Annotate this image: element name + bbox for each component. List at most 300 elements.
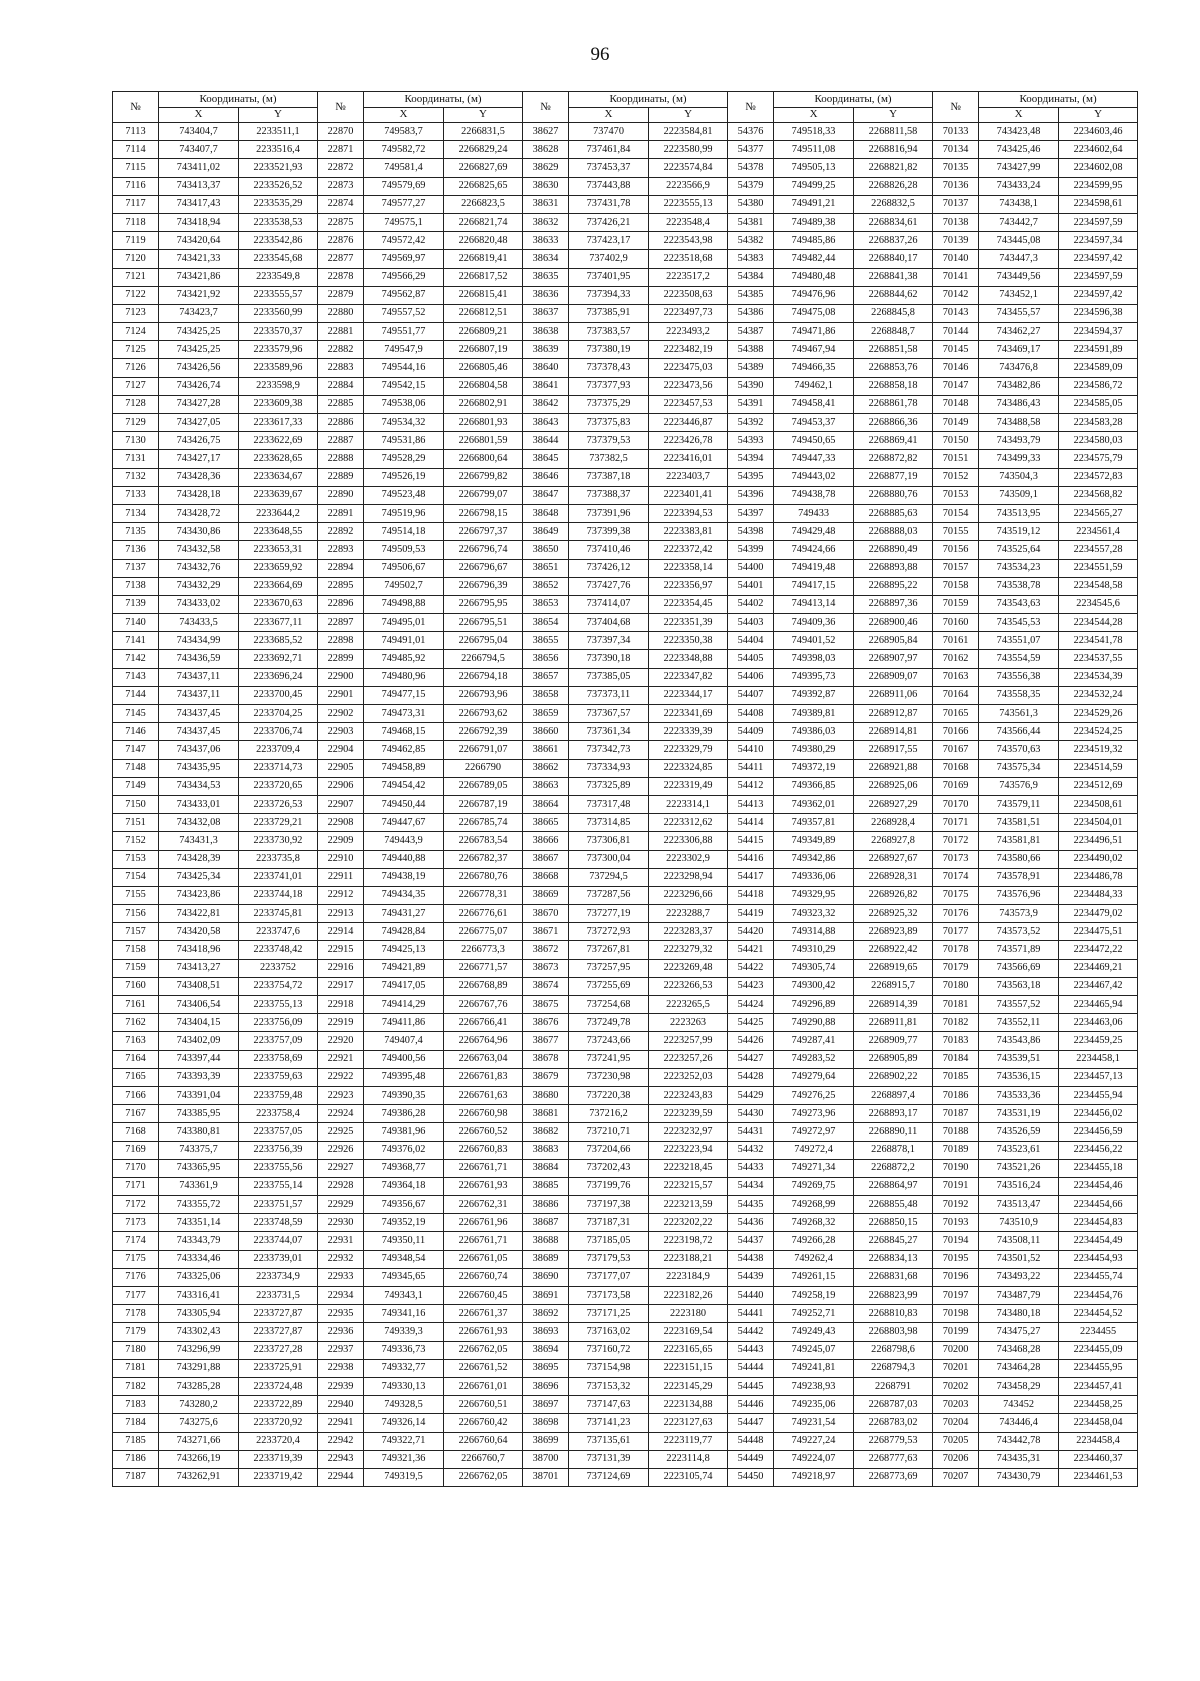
y-coordinate-cell: 2233727,87	[239, 1323, 318, 1341]
y-coordinate-cell: 2233535,29	[239, 195, 318, 213]
point-number-cell: 22871	[318, 141, 364, 159]
y-coordinate-cell: 2266760,74	[444, 1268, 523, 1286]
y-coordinate-cell: 2266820,48	[444, 232, 523, 250]
y-coordinate-cell: 2234565,27	[1059, 504, 1138, 522]
y-coordinate-cell: 2223394,53	[649, 504, 728, 522]
x-coordinate-cell: 749476,96	[774, 286, 854, 304]
x-coordinate-cell: 743411,02	[159, 159, 239, 177]
point-number-cell: 7116	[113, 177, 159, 195]
x-coordinate-cell: 749357,81	[774, 814, 854, 832]
x-coordinate-cell: 749569,97	[364, 250, 444, 268]
y-coordinate-cell: 2266778,31	[444, 886, 523, 904]
x-coordinate-cell: 737131,39	[569, 1450, 649, 1468]
x-coordinate-cell: 743425,25	[159, 341, 239, 359]
table-row	[113, 504, 1138, 522]
y-coordinate-cell: 2268853,76	[854, 359, 933, 377]
point-number-cell: 70167	[933, 741, 979, 759]
point-number-cell: 22927	[318, 1159, 364, 1177]
y-coordinate-cell: 2234455,09	[1059, 1341, 1138, 1359]
y-coordinate-cell: 2233745,81	[239, 905, 318, 923]
y-coordinate-cell: 2223127,63	[649, 1414, 728, 1432]
point-number-cell: 38641	[523, 377, 569, 395]
y-coordinate-cell: 2268890,11	[854, 1123, 933, 1141]
x-coordinate-cell: 749489,38	[774, 213, 854, 231]
point-number-cell: 7171	[113, 1177, 159, 1195]
y-coordinate-cell: 2268927,67	[854, 850, 933, 868]
y-coordinate-cell: 2223119,77	[649, 1432, 728, 1450]
table-row	[113, 323, 1138, 341]
x-coordinate-cell: 743455,57	[979, 304, 1059, 322]
y-coordinate-cell: 2268798,6	[854, 1341, 933, 1359]
x-coordinate-cell: 749362,01	[774, 795, 854, 813]
y-coordinate-cell: 2223134,88	[649, 1396, 728, 1414]
x-coordinate-cell: 749480,96	[364, 668, 444, 686]
point-number-cell: 38650	[523, 541, 569, 559]
x-coordinate-cell: 737361,34	[569, 723, 649, 741]
x-coordinate-cell: 749428,84	[364, 923, 444, 941]
header-y: Y	[649, 107, 728, 123]
y-coordinate-cell: 2266761,52	[444, 1359, 523, 1377]
point-number-cell: 38648	[523, 504, 569, 522]
point-number-cell: 38655	[523, 632, 569, 650]
y-coordinate-cell: 2268923,89	[854, 923, 933, 941]
x-coordinate-cell: 743556,38	[979, 668, 1059, 686]
y-coordinate-cell: 2268845,8	[854, 304, 933, 322]
point-number-cell: 54418	[728, 886, 774, 904]
point-number-cell: 54388	[728, 341, 774, 359]
y-coordinate-cell: 2266795,95	[444, 595, 523, 613]
point-number-cell: 54415	[728, 832, 774, 850]
point-number-cell: 54446	[728, 1396, 774, 1414]
point-number-cell: 38665	[523, 814, 569, 832]
point-number-cell: 38690	[523, 1268, 569, 1286]
y-coordinate-cell: 2268895,22	[854, 577, 933, 595]
x-coordinate-cell: 737397,34	[569, 632, 649, 650]
x-coordinate-cell: 743316,41	[159, 1287, 239, 1305]
point-number-cell: 70135	[933, 159, 979, 177]
y-coordinate-cell: 2268897,36	[854, 595, 933, 613]
x-coordinate-cell: 743543,63	[979, 595, 1059, 613]
y-coordinate-cell: 2268810,83	[854, 1305, 933, 1323]
table-row	[113, 1359, 1138, 1377]
table-row	[113, 123, 1138, 141]
y-coordinate-cell: 2266760,52	[444, 1123, 523, 1141]
point-number-cell: 54391	[728, 395, 774, 413]
table-row	[113, 614, 1138, 632]
table-row	[113, 759, 1138, 777]
x-coordinate-cell: 743433,01	[159, 795, 239, 813]
y-coordinate-cell: 2268837,26	[854, 232, 933, 250]
point-number-cell: 7167	[113, 1105, 159, 1123]
point-number-cell: 7139	[113, 595, 159, 613]
y-coordinate-cell: 2234467,42	[1059, 977, 1138, 995]
y-coordinate-cell: 2266794,5	[444, 650, 523, 668]
x-coordinate-cell: 749491,01	[364, 632, 444, 650]
point-number-cell: 38698	[523, 1414, 569, 1432]
y-coordinate-cell: 2234551,59	[1059, 559, 1138, 577]
x-coordinate-cell: 749283,52	[774, 1050, 854, 1068]
point-number-cell: 7180	[113, 1341, 159, 1359]
x-coordinate-cell: 749322,71	[364, 1432, 444, 1450]
x-coordinate-cell: 749392,87	[774, 686, 854, 704]
x-coordinate-cell: 749400,56	[364, 1050, 444, 1068]
y-coordinate-cell: 2234557,28	[1059, 541, 1138, 559]
x-coordinate-cell: 749462,1	[774, 377, 854, 395]
x-coordinate-cell: 749287,41	[774, 1032, 854, 1050]
table-row	[113, 1305, 1138, 1323]
y-coordinate-cell: 2223312,62	[649, 814, 728, 832]
y-coordinate-cell: 2233730,92	[239, 832, 318, 850]
table-row	[113, 977, 1138, 995]
y-coordinate-cell: 2234585,05	[1059, 395, 1138, 413]
x-coordinate-cell: 749431,27	[364, 905, 444, 923]
x-coordinate-cell: 737317,48	[569, 795, 649, 813]
point-number-cell: 54378	[728, 159, 774, 177]
y-coordinate-cell: 2233752	[239, 959, 318, 977]
header-y: Y	[854, 107, 933, 123]
point-number-cell: 54417	[728, 868, 774, 886]
point-number-cell: 38691	[523, 1287, 569, 1305]
y-coordinate-cell: 2234532,24	[1059, 686, 1138, 704]
y-coordinate-cell: 2234598,61	[1059, 195, 1138, 213]
point-number-cell: 38662	[523, 759, 569, 777]
x-coordinate-cell: 737342,73	[569, 741, 649, 759]
table-row	[113, 141, 1138, 159]
table-row	[113, 723, 1138, 741]
y-coordinate-cell: 2233622,69	[239, 432, 318, 450]
x-coordinate-cell: 743493,79	[979, 432, 1059, 450]
y-coordinate-cell: 2266761,83	[444, 1068, 523, 1086]
point-number-cell: 38677	[523, 1032, 569, 1050]
point-number-cell: 38667	[523, 850, 569, 868]
point-number-cell: 7177	[113, 1287, 159, 1305]
y-coordinate-cell: 2233755,56	[239, 1159, 318, 1177]
y-coordinate-cell: 2223517,2	[649, 268, 728, 286]
point-number-cell: 38660	[523, 723, 569, 741]
table-row	[113, 359, 1138, 377]
point-number-cell: 70179	[933, 959, 979, 977]
point-number-cell: 7170	[113, 1159, 159, 1177]
x-coordinate-cell: 743285,28	[159, 1377, 239, 1395]
point-number-cell: 22942	[318, 1432, 364, 1450]
x-coordinate-cell: 749557,52	[364, 304, 444, 322]
point-number-cell: 70193	[933, 1214, 979, 1232]
x-coordinate-cell: 743296,99	[159, 1341, 239, 1359]
x-coordinate-cell: 749581,4	[364, 159, 444, 177]
point-number-cell: 7160	[113, 977, 159, 995]
y-coordinate-cell: 2268909,77	[854, 1032, 933, 1050]
y-coordinate-cell: 2234589,09	[1059, 359, 1138, 377]
x-coordinate-cell: 749491,21	[774, 195, 854, 213]
point-number-cell: 7162	[113, 1014, 159, 1032]
point-number-cell: 38652	[523, 577, 569, 595]
x-coordinate-cell: 743430,79	[979, 1468, 1059, 1486]
x-coordinate-cell: 749339,3	[364, 1323, 444, 1341]
x-coordinate-cell: 743437,06	[159, 741, 239, 759]
point-number-cell: 54412	[728, 777, 774, 795]
point-number-cell: 70133	[933, 123, 979, 141]
x-coordinate-cell: 743449,56	[979, 268, 1059, 286]
y-coordinate-cell: 2268851,58	[854, 341, 933, 359]
point-number-cell: 70202	[933, 1377, 979, 1395]
y-coordinate-cell: 2223198,72	[649, 1232, 728, 1250]
point-number-cell: 22893	[318, 541, 364, 559]
table-row	[113, 1287, 1138, 1305]
y-coordinate-cell: 2233720,65	[239, 777, 318, 795]
x-coordinate-cell: 743420,64	[159, 232, 239, 250]
point-number-cell: 7120	[113, 250, 159, 268]
point-number-cell: 38689	[523, 1250, 569, 1268]
y-coordinate-cell: 2233704,25	[239, 705, 318, 723]
point-number-cell: 22903	[318, 723, 364, 741]
table-row	[113, 777, 1138, 795]
y-coordinate-cell: 2233545,68	[239, 250, 318, 268]
point-number-cell: 70144	[933, 323, 979, 341]
x-coordinate-cell: 749409,36	[774, 614, 854, 632]
y-coordinate-cell: 2266800,64	[444, 450, 523, 468]
y-coordinate-cell: 2223446,87	[649, 414, 728, 432]
point-number-cell: 7165	[113, 1068, 159, 1086]
table-row	[113, 1341, 1138, 1359]
y-coordinate-cell: 2234597,34	[1059, 232, 1138, 250]
x-coordinate-cell: 749300,42	[774, 977, 854, 995]
point-number-cell: 70185	[933, 1068, 979, 1086]
x-coordinate-cell: 743408,51	[159, 977, 239, 995]
point-number-cell: 7173	[113, 1214, 159, 1232]
x-coordinate-cell: 737153,32	[569, 1377, 649, 1395]
point-number-cell: 38700	[523, 1450, 569, 1468]
y-coordinate-cell: 2223574,84	[649, 159, 728, 177]
point-number-cell: 22896	[318, 595, 364, 613]
point-number-cell: 22899	[318, 650, 364, 668]
point-number-cell: 70147	[933, 377, 979, 395]
y-coordinate-cell: 2234524,25	[1059, 723, 1138, 741]
y-coordinate-cell: 2233709,4	[239, 741, 318, 759]
x-coordinate-cell: 743266,19	[159, 1450, 239, 1468]
point-number-cell: 38633	[523, 232, 569, 250]
y-coordinate-cell: 2266789,05	[444, 777, 523, 795]
x-coordinate-cell: 749343,1	[364, 1287, 444, 1305]
point-number-cell: 7161	[113, 996, 159, 1014]
point-number-cell: 7134	[113, 504, 159, 522]
table-row	[113, 1232, 1138, 1250]
x-coordinate-cell: 743526,59	[979, 1123, 1059, 1141]
x-coordinate-cell: 743571,89	[979, 941, 1059, 959]
x-coordinate-cell: 743426,56	[159, 359, 239, 377]
point-number-cell: 70207	[933, 1468, 979, 1486]
x-coordinate-cell: 743487,79	[979, 1287, 1059, 1305]
point-number-cell: 22923	[318, 1086, 364, 1104]
y-coordinate-cell: 2234455,94	[1059, 1086, 1138, 1104]
point-number-cell: 70199	[933, 1323, 979, 1341]
x-coordinate-cell: 737254,68	[569, 996, 649, 1014]
y-coordinate-cell: 2268866,36	[854, 414, 933, 432]
x-coordinate-cell: 749356,67	[364, 1196, 444, 1214]
y-coordinate-cell: 2266795,04	[444, 632, 523, 650]
point-number-cell: 38643	[523, 414, 569, 432]
y-coordinate-cell: 2233759,63	[239, 1068, 318, 1086]
y-coordinate-cell: 2234586,72	[1059, 377, 1138, 395]
point-number-cell: 7138	[113, 577, 159, 595]
point-number-cell: 54416	[728, 850, 774, 868]
x-coordinate-cell: 749551,77	[364, 323, 444, 341]
y-coordinate-cell: 2268826,28	[854, 177, 933, 195]
point-number-cell: 22913	[318, 905, 364, 923]
x-coordinate-cell: 743428,18	[159, 486, 239, 504]
point-number-cell: 22872	[318, 159, 364, 177]
x-coordinate-cell: 743442,78	[979, 1432, 1059, 1450]
point-number-cell: 38647	[523, 486, 569, 504]
coordinates-table	[112, 91, 1138, 1487]
point-number-cell: 70198	[933, 1305, 979, 1323]
y-coordinate-cell: 2268917,55	[854, 741, 933, 759]
x-coordinate-cell: 749434,35	[364, 886, 444, 904]
x-coordinate-cell: 737272,93	[569, 923, 649, 941]
point-number-cell: 22889	[318, 468, 364, 486]
y-coordinate-cell: 2233759,48	[239, 1086, 318, 1104]
y-coordinate-cell: 2266761,63	[444, 1086, 523, 1104]
x-coordinate-cell: 749419,48	[774, 559, 854, 577]
y-coordinate-cell: 2234561,4	[1059, 523, 1138, 541]
x-coordinate-cell: 743458,29	[979, 1377, 1059, 1395]
point-number-cell: 22930	[318, 1214, 364, 1232]
point-number-cell: 70160	[933, 614, 979, 632]
x-coordinate-cell: 749398,03	[774, 650, 854, 668]
x-coordinate-cell: 737410,46	[569, 541, 649, 559]
x-coordinate-cell: 749238,93	[774, 1377, 854, 1395]
y-coordinate-cell: 2268779,53	[854, 1432, 933, 1450]
x-coordinate-cell: 749447,33	[774, 450, 854, 468]
point-number-cell: 7169	[113, 1141, 159, 1159]
y-coordinate-cell: 2223257,26	[649, 1050, 728, 1068]
x-coordinate-cell: 749345,65	[364, 1268, 444, 1286]
table-row	[113, 705, 1138, 723]
point-number-cell: 70164	[933, 686, 979, 704]
x-coordinate-cell: 749341,16	[364, 1305, 444, 1323]
y-coordinate-cell: 2266799,82	[444, 468, 523, 486]
y-coordinate-cell: 2266760,98	[444, 1105, 523, 1123]
header-y: Y	[239, 107, 318, 123]
x-coordinate-cell: 743480,18	[979, 1305, 1059, 1323]
x-coordinate-cell: 743427,28	[159, 395, 239, 413]
x-coordinate-cell: 737171,25	[569, 1305, 649, 1323]
x-coordinate-cell: 743422,81	[159, 905, 239, 923]
point-number-cell: 38658	[523, 686, 569, 704]
x-coordinate-cell: 737404,68	[569, 614, 649, 632]
y-coordinate-cell: 2268855,48	[854, 1196, 933, 1214]
point-number-cell: 70206	[933, 1450, 979, 1468]
x-coordinate-cell: 737197,38	[569, 1196, 649, 1214]
y-coordinate-cell: 2266794,18	[444, 668, 523, 686]
y-coordinate-cell: 2234490,02	[1059, 850, 1138, 868]
x-coordinate-cell: 743402,09	[159, 1032, 239, 1050]
y-coordinate-cell: 2233741,01	[239, 868, 318, 886]
point-number-cell: 70194	[933, 1232, 979, 1250]
point-number-cell: 70158	[933, 577, 979, 595]
point-number-cell: 38663	[523, 777, 569, 795]
y-coordinate-cell: 2233692,71	[239, 650, 318, 668]
x-coordinate-cell: 737154,98	[569, 1359, 649, 1377]
x-coordinate-cell: 743407,7	[159, 141, 239, 159]
y-coordinate-cell: 2234537,55	[1059, 650, 1138, 668]
point-number-cell: 38661	[523, 741, 569, 759]
y-coordinate-cell: 2266760,42	[444, 1414, 523, 1432]
y-coordinate-cell: 2223475,03	[649, 359, 728, 377]
point-number-cell: 38688	[523, 1232, 569, 1250]
point-number-cell: 38638	[523, 323, 569, 341]
point-number-cell: 38659	[523, 705, 569, 723]
x-coordinate-cell: 749326,14	[364, 1414, 444, 1432]
y-coordinate-cell: 2233756,09	[239, 1014, 318, 1032]
x-coordinate-cell: 749542,15	[364, 377, 444, 395]
point-number-cell: 22898	[318, 632, 364, 650]
x-coordinate-cell: 749577,27	[364, 195, 444, 213]
x-coordinate-cell: 737388,37	[569, 486, 649, 504]
point-number-cell: 70145	[933, 341, 979, 359]
table-row	[113, 941, 1138, 959]
y-coordinate-cell: 2234458,1	[1059, 1050, 1138, 1068]
x-coordinate-cell: 737382,5	[569, 450, 649, 468]
x-coordinate-cell: 743475,27	[979, 1323, 1059, 1341]
table-row	[113, 414, 1138, 432]
x-coordinate-cell: 743446,4	[979, 1414, 1059, 1432]
point-number-cell: 7137	[113, 559, 159, 577]
point-number-cell: 70190	[933, 1159, 979, 1177]
table-row	[113, 1105, 1138, 1123]
point-number-cell: 38682	[523, 1123, 569, 1141]
y-coordinate-cell: 2266791,07	[444, 741, 523, 759]
point-number-cell: 22883	[318, 359, 364, 377]
x-coordinate-cell: 737163,02	[569, 1323, 649, 1341]
x-coordinate-cell: 743421,33	[159, 250, 239, 268]
point-number-cell: 38679	[523, 1068, 569, 1086]
point-number-cell: 22904	[318, 741, 364, 759]
point-number-cell: 7123	[113, 304, 159, 322]
y-coordinate-cell: 2223580,99	[649, 141, 728, 159]
y-coordinate-cell: 2268773,69	[854, 1468, 933, 1486]
x-coordinate-cell: 749386,28	[364, 1105, 444, 1123]
y-coordinate-cell: 2234479,02	[1059, 905, 1138, 923]
point-number-cell: 54399	[728, 541, 774, 559]
point-number-cell: 7151	[113, 814, 159, 832]
point-number-cell: 70176	[933, 905, 979, 923]
x-coordinate-cell: 737414,07	[569, 595, 649, 613]
point-number-cell: 54437	[728, 1232, 774, 1250]
x-coordinate-cell: 749528,29	[364, 450, 444, 468]
point-number-cell: 38673	[523, 959, 569, 977]
x-coordinate-cell: 749467,94	[774, 341, 854, 359]
x-coordinate-cell: 749424,66	[774, 541, 854, 559]
y-coordinate-cell: 2223269,48	[649, 959, 728, 977]
point-number-cell: 54410	[728, 741, 774, 759]
point-number-cell: 70141	[933, 268, 979, 286]
y-coordinate-cell: 2266819,41	[444, 250, 523, 268]
table-row	[113, 595, 1138, 613]
point-number-cell: 54377	[728, 141, 774, 159]
point-number-cell: 22912	[318, 886, 364, 904]
x-coordinate-cell: 737391,96	[569, 504, 649, 522]
point-number-cell: 7164	[113, 1050, 159, 1068]
x-coordinate-cell: 749582,72	[364, 141, 444, 159]
y-coordinate-cell: 2223223,94	[649, 1141, 728, 1159]
x-coordinate-cell: 737383,57	[569, 323, 649, 341]
y-coordinate-cell: 2266797,37	[444, 523, 523, 541]
point-number-cell: 22890	[318, 486, 364, 504]
y-coordinate-cell: 2266760,83	[444, 1141, 523, 1159]
table-row	[113, 686, 1138, 704]
y-coordinate-cell: 2266823,5	[444, 195, 523, 213]
y-coordinate-cell: 2234458,4	[1059, 1432, 1138, 1450]
